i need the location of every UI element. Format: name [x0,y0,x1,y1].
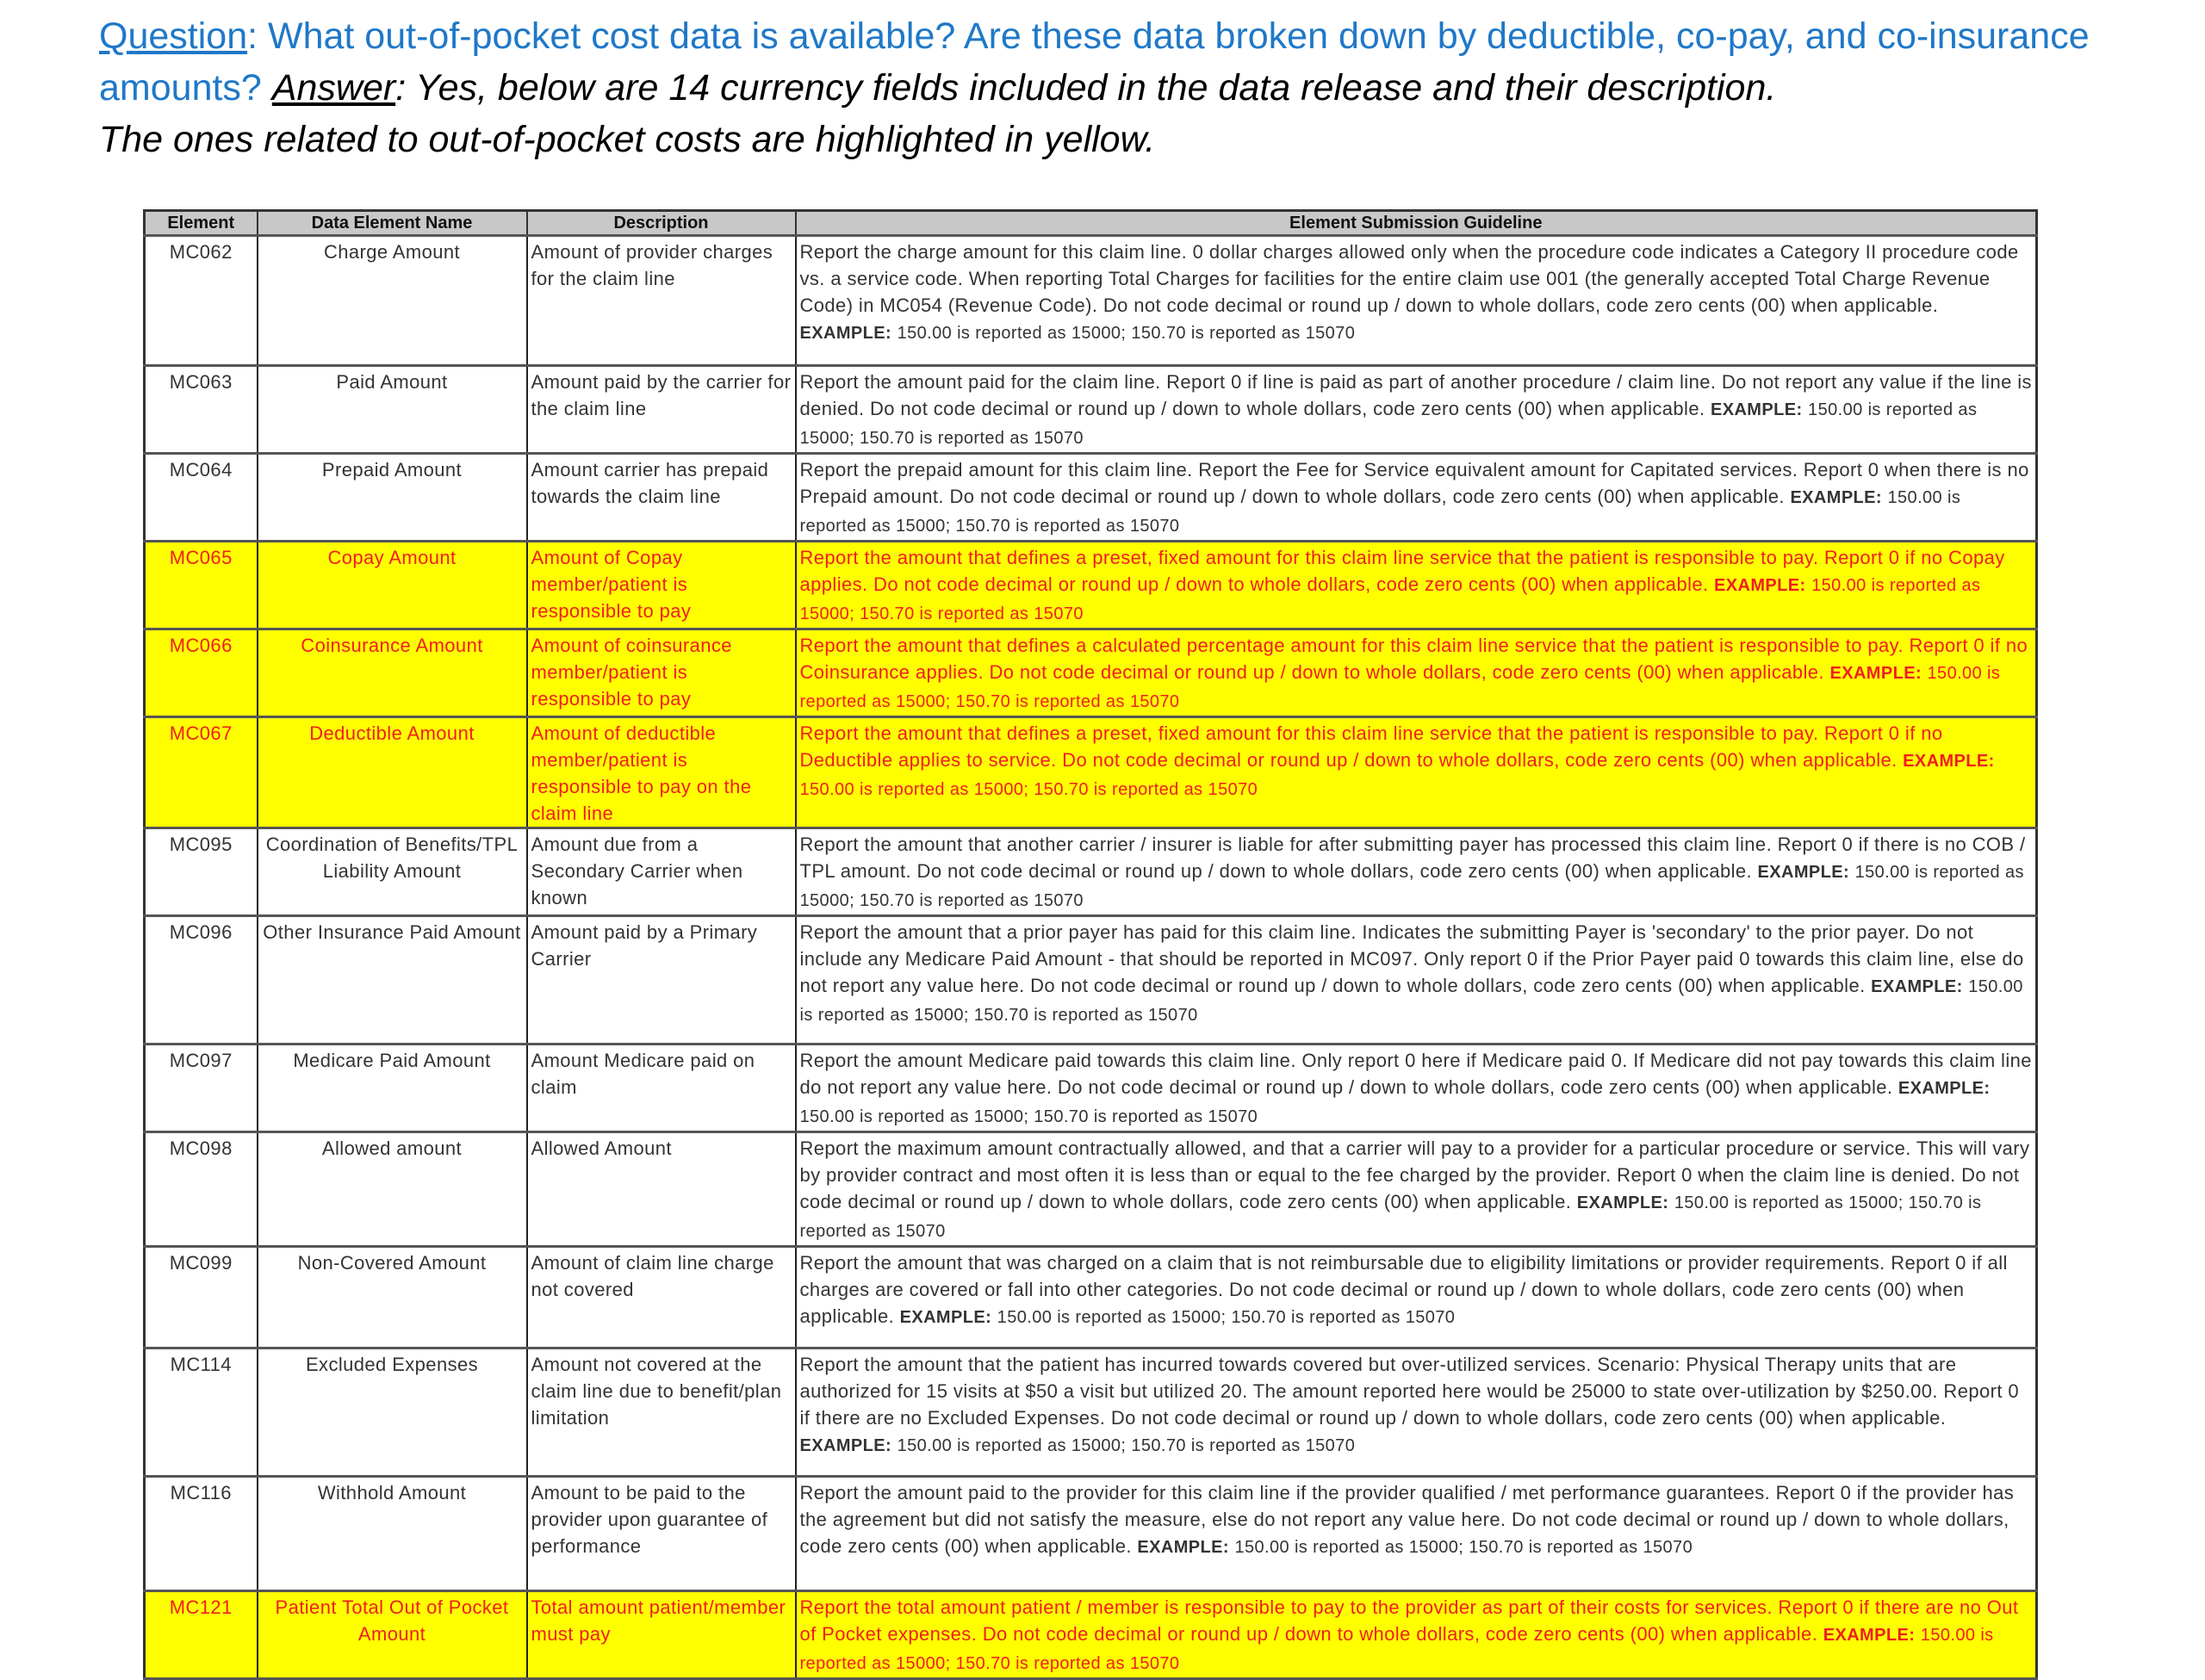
element-code: MC062 [145,236,258,366]
table-row [145,454,2037,542]
table-row [145,1591,2037,1679]
description: Amount carrier has prepaid towards the claim line [527,454,796,542]
data-element-name: Paid Amount [258,366,527,454]
example-text: 150.00 is reported as 15000; 150.70 is reported as 15070 [799,1193,1982,1241]
element-code: MC063 [145,366,258,454]
table-row [145,828,2037,916]
header-element: Element [145,211,258,236]
header-description: Description [527,211,796,236]
guideline-text: Report the amount that the patient has incurred towards covered but over-utilized services. Scenario: Physical Therapy units that are authorized for 15 visits at $50 a visit but utilized 20. The amount reported here would be 25000 to state over-utilization by $250.00. Report 0 if there are no Excluded Expenses. Do not code decimal or round up / down to whole dollars, code zero cents (00) when applicable. [799,1354,2020,1429]
header-data-element-name: Data Element Name [258,211,527,236]
example-label: EXAMPLE: [1790,488,1882,507]
answer-label: Answer [271,67,396,108]
example-label: EXAMPLE: [899,1308,992,1327]
data-element-name: Deductible Amount [258,717,527,828]
element-code: MC097 [145,1045,258,1132]
data-element-name: Coordination of Benefits/TPL Liability Amount [258,828,527,916]
description: Amount of Copay member/patient is responsible to pay [527,542,796,629]
submission-guideline [796,1477,2037,1591]
guideline-text: Report the amount that a prior payer has paid for this claim line. Indicates the submitting Payer is 'secondary' to the prior payer. Do not include any Medicare Paid Amount - that should be reported in MC097. Only report 0 if the Prior Payer paid 0 towards this claim line, else do not report any value here. Do not code decimal or round up / down to whole dollars, code zero cents (00) when applicable. [799,921,2024,996]
example-label: EXAMPLE: [1137,1538,1229,1557]
highlight-note: The ones related to out-of-pocket costs are highlighted in yellow. [99,119,1156,160]
element-code: MC067 [145,717,258,828]
table-header-row [145,211,2037,236]
answer-text: : Yes, below are 14 currency fields included in the data release and their description. [395,67,1777,108]
guideline-text: Report the charge amount for this claim line. 0 dollar charges allowed only when the procedure code indicates a Category II procedure code vs. a service code. When reporting Total Charges for facilities for the entire claim use 001 (the generally accepted Total Charge Revenue Code) in MC054 (Revenue Code). Do not code decimal or round up / down to whole dollars, code zero cents (00) when applicable. [799,241,2019,316]
table-row [145,916,2037,1045]
example-label: EXAMPLE: [799,324,892,343]
submission-guideline [796,1045,2037,1132]
element-code: MC096 [145,916,258,1045]
example-label: EXAMPLE: [1576,1193,1669,1212]
table-body [145,236,2037,1679]
intro-text [99,10,2183,165]
guideline-text: Report the amount paid for the claim line. Report 0 if line is paid as part of another procedure / claim line. Do not report any value if the line is denied. Do not code decimal or round up / down to whole dollars, code zero cents (00) when applicable. [799,371,2032,419]
guideline-text: Report the amount paid to the provider for this claim line if the provider qualified / met performance guarantees. Report 0 if the provider has the agreement but did not satisfy the measure, else do not report any value here. Do not code decimal or round up / down to whole dollars, code zero cents (00) when applicable. [799,1482,2015,1557]
data-element-name: Other Insurance Paid Amount [258,916,527,1045]
example-text: 150.00 is reported as 15000; 150.70 is reported as 15070 [897,1436,1356,1455]
description: Amount due from a Secondary Carrier when known [527,828,796,916]
description: Amount Medicare paid on claim [527,1045,796,1132]
table-row [145,542,2037,629]
example-text: 150.00 is reported as 15000; 150.70 is reported as 15070 [897,324,1356,343]
example-text: 150.00 is reported as 15000; 150.70 is reported as 15070 [799,400,1978,448]
description: Amount of provider charges for the claim line [527,236,796,366]
guideline-text: Report the amount that another carrier / insurer is liable for after submitting payer has processed this claim line. Report 0 if there is no COB / TPL amount. Do not code decimal or round up / down to whole dollars, code zero cents (00) when applicable. [799,834,2026,882]
example-text: 150.00 is reported as 15000; 150.70 is reported as 15070 [997,1308,1456,1327]
description: Amount of coinsurance member/patient is responsible to pay [527,629,796,717]
table-row [145,629,2037,717]
guideline-text: Report the amount that defines a preset, fixed amount for this claim line service that the patient is responsible to pay. Report 0 if no Copay applies. Do not code decimal or round up / down to whole dollars, code zero cents (00) when applicable. [799,547,2005,595]
description: Amount to be paid to the provider upon guarantee of performance [527,1477,796,1591]
submission-guideline [796,629,2037,717]
example-text: 150.00 is reported as 15000; 150.70 is reported as 15070 [799,863,2024,910]
data-element-name: Patient Total Out of Pocket Amount [258,1591,527,1679]
example-label: EXAMPLE: [1898,1079,1991,1098]
header-guideline: Element Submission Guideline [796,211,2037,236]
guideline-text: Report the amount that defines a preset, fixed amount for this claim line service that the patient is responsible to pay. Report 0 if no Deductible applies to service. Do not code decimal or round up / down to whole dollars, code zero cents (00) when applicable. [799,722,1943,771]
description: Amount paid by a Primary Carrier [527,916,796,1045]
description: Total amount patient/member must pay [527,1591,796,1679]
example-label: EXAMPLE: [1823,1626,1916,1645]
submission-guideline [796,1591,2037,1679]
example-label: EXAMPLE: [1903,752,1995,771]
submission-guideline [796,454,2037,542]
data-element-name: Allowed amount [258,1132,527,1247]
table-row [145,366,2037,454]
description: Amount of deductible member/patient is responsible to pay on the claim line [527,717,796,828]
table-row [145,1348,2037,1477]
question-text: : What out-of-pocket cost data is available? Are these data broken down by deductible, co-pay, and co-insurance amounts? [99,15,2090,108]
table-row [145,717,2037,828]
description: Amount not covered at the claim line due to benefit/plan limitation [527,1348,796,1477]
example-text: 150.00 is reported as 15000; 150.70 is reported as 15070 [799,780,1258,799]
guideline-text: Report the amount that defines a calculated percentage amount for this claim line service that the patient is responsible to pay. Report 0 if no Coinsurance applies. Do not code decimal or round up / down to whole dollars, code zero cents (00) when applicable. [799,635,2028,683]
guideline-text: Report the maximum amount contractually allowed, and that a carrier will pay to a provider for a particular procedure or service. This will vary by provider contract and most often it is less than or equal to the fee charged by the provider. Report 0 when the claim line is denied. Do not code decimal or round up / down to whole dollars, code zero cents (00) when applicable. [799,1138,2030,1212]
submission-guideline [796,916,2037,1045]
data-element-name: Excluded Expenses [258,1348,527,1477]
element-code: MC066 [145,629,258,717]
guideline-text: Report the amount Medicare paid towards this claim line. Only report 0 here if Medicare paid 0. If Medicare did not pay towards this claim line do not report any value here. Do not code decimal or round up / down to whole dollars, code zero cents (00) when applicable. [799,1050,2032,1098]
element-code: MC095 [145,828,258,916]
submission-guideline [796,1348,2037,1477]
element-code: MC065 [145,542,258,629]
submission-guideline [796,542,2037,629]
guideline-text: Report the prepaid amount for this claim line. Report the Fee for Service equivalent amount for Capitated services. Report 0 when there is no Prepaid amount. Do not code decimal or round up / down to whole dollars, code zero cents (00) when applicable. [799,459,2029,507]
description: Amount paid by the carrier for the claim line [527,366,796,454]
data-element-name: Coinsurance Amount [258,629,527,717]
data-element-name: Withhold Amount [258,1477,527,1591]
example-label: EXAMPLE: [1829,664,1922,683]
table-row [145,1132,2037,1247]
table-row [145,1477,2037,1591]
table-row [145,236,2037,366]
guideline-text: Report the amount that was charged on a claim that is not reimbursable due to eligibility limitations or provider requirements. Report 0 if all charges are covered or fall into other categories. Do not code decimal or round up / down to whole dollars, code zero cents (00) when applicable. [799,1252,2008,1327]
data-element-name: Charge Amount [258,236,527,366]
example-text: 150.00 is reported as 15000; 150.70 is reported as 15070 [799,1107,1258,1126]
element-code: MC121 [145,1591,258,1679]
element-code: MC114 [145,1348,258,1477]
data-element-name: Prepaid Amount [258,454,527,542]
element-code: MC099 [145,1247,258,1348]
description: Amount of claim line charge not covered [527,1247,796,1348]
submission-guideline [796,366,2037,454]
submission-guideline [796,828,2037,916]
example-text: 150.00 is reported as 15000; 150.70 is reported as 15070 [799,977,2023,1025]
example-text: 150.00 is reported as 15000; 150.70 is reported as 15070 [1234,1538,1693,1557]
data-element-name: Non-Covered Amount [258,1247,527,1348]
example-label: EXAMPLE: [1710,400,1803,419]
example-label: EXAMPLE: [1871,977,1963,996]
question-label: Question [99,15,248,57]
data-element-name: Medicare Paid Amount [258,1045,527,1132]
submission-guideline [796,717,2037,828]
submission-guideline [796,1132,2037,1247]
example-text: 150.00 is reported as 15000; 150.70 is reported as 15070 [799,576,1981,623]
description: Allowed Amount [527,1132,796,1247]
data-element-name: Copay Amount [258,542,527,629]
table-row [145,1247,2037,1348]
example-label: EXAMPLE: [1757,863,1850,882]
submission-guideline [796,1247,2037,1348]
example-text: 150.00 is reported as 15000; 150.70 is reported as 15070 [799,1626,1994,1673]
element-code: MC098 [145,1132,258,1247]
currency-fields-table [143,209,2038,1680]
example-label: EXAMPLE: [799,1436,892,1455]
guideline-text: Report the total amount patient / member is responsible to pay to the provider as part of their costs for services. Report 0 if there are no Out of Pocket expenses. Do not code decimal or round up / down to whole dollars, code zero cents (00) when applicable. [799,1596,2019,1645]
submission-guideline [796,236,2037,366]
example-text: 150.00 is reported as 15000; 150.70 is reported as 15070 [799,488,1961,536]
element-code: MC116 [145,1477,258,1591]
element-code: MC064 [145,454,258,542]
example-label: EXAMPLE: [1714,576,1806,595]
example-text: 150.00 is reported as 15000; 150.70 is reported as 15070 [799,664,2001,711]
table-row [145,1045,2037,1132]
